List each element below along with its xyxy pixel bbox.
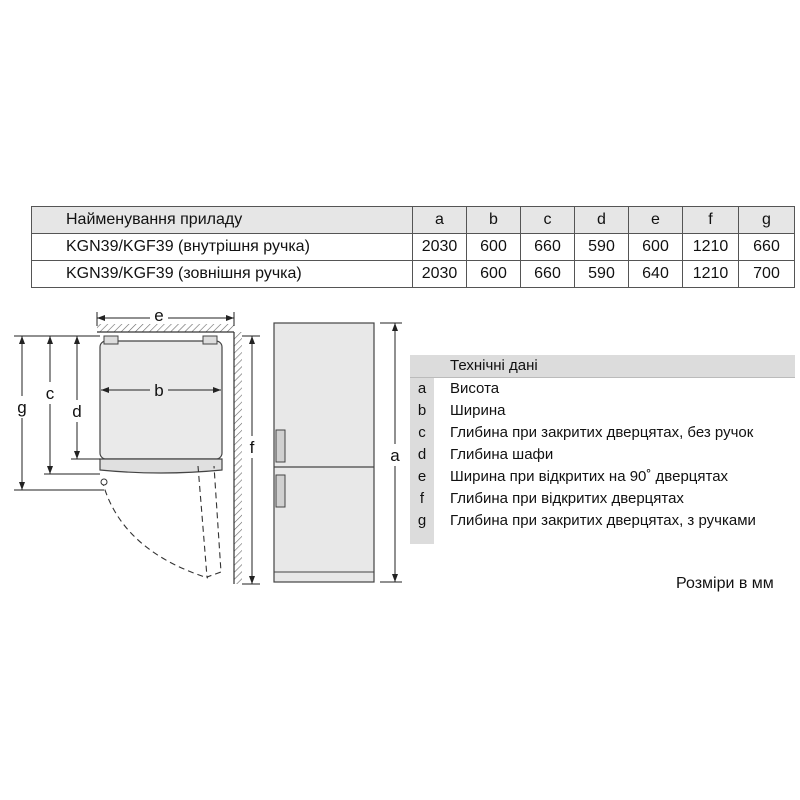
legend-key: a	[410, 378, 434, 400]
table-cell: 1210	[683, 261, 739, 288]
header-col-d: d	[575, 207, 629, 234]
legend-desc: Глибина при відкритих дверцятах	[450, 490, 684, 507]
hinge-left	[104, 336, 118, 344]
dim-a-label: a	[390, 446, 400, 465]
header-col-b: b	[467, 207, 521, 234]
dim-d-label: d	[72, 402, 82, 421]
legend-desc: Ширина	[450, 402, 506, 419]
table-cell: 640	[629, 261, 683, 288]
table-cell: 2030	[413, 261, 467, 288]
door-swing-arc	[102, 480, 208, 578]
dim-c-label: c	[45, 384, 55, 403]
table-cell: 600	[467, 261, 521, 288]
legend-key: e	[410, 466, 434, 488]
hinge-right	[203, 336, 217, 344]
legend-key: f	[410, 488, 434, 510]
legend-desc: Висота	[450, 380, 500, 397]
legend-desc: Ширина при відкритих на 90˚ дверцятах	[450, 468, 729, 485]
table-cell: 660	[521, 234, 575, 261]
row-device-name: KGN39/KGF39 (зовнішня ручка)	[32, 261, 413, 288]
table-cell: 1210	[683, 234, 739, 261]
dim-g-label: g	[17, 398, 27, 417]
table-cell: 590	[575, 234, 629, 261]
legend-item-d	[410, 444, 795, 466]
legend-desc: Глибина при закритих дверцятах, з ручками	[450, 512, 756, 529]
table-cell: 660	[521, 261, 575, 288]
wall-top-hatch	[97, 324, 234, 332]
fridge-door-top-view	[100, 459, 222, 473]
legend-bottom-strip	[410, 532, 434, 544]
fridge-side-view	[274, 323, 374, 582]
table-cell: 590	[575, 261, 629, 288]
legend-desc: Глибина при закритих дверцятах, без ручок	[450, 424, 754, 441]
legend-item-b	[410, 400, 795, 422]
header-col-f: f	[683, 207, 739, 234]
legend-item-g	[410, 510, 795, 532]
open-door-outline	[198, 466, 221, 577]
upper-door-handle	[276, 430, 285, 462]
header-col-a: a	[413, 207, 467, 234]
table-cell: 600	[467, 234, 521, 261]
technical-data-legend	[410, 355, 795, 544]
header-device-name: Найменування приладу	[32, 207, 413, 234]
table-cell: 2030	[413, 234, 467, 261]
row-device-name: KGN39/KGF39 (внутрішня ручка)	[32, 234, 413, 261]
header-col-e: e	[629, 207, 683, 234]
units-note: Розміри в мм	[676, 575, 774, 592]
legend-item-e	[410, 466, 795, 488]
legend-key: g	[410, 510, 434, 532]
table-cell: 700	[739, 261, 795, 288]
table-cell: 600	[629, 234, 683, 261]
header-col-c: c	[521, 207, 575, 234]
dim-b-label: b	[154, 381, 164, 400]
header-col-g: g	[739, 207, 795, 234]
legend-key: d	[410, 444, 434, 466]
wall-right-hatch	[234, 332, 242, 584]
dim-e-label: e	[154, 306, 164, 325]
door-pivot	[101, 479, 107, 485]
legend-item-c	[410, 422, 795, 444]
legend-key: c	[410, 422, 434, 444]
legend-item-f	[410, 488, 795, 510]
legend-key: b	[410, 400, 434, 422]
legend-desc: Глибина шафи	[450, 446, 554, 463]
dim-f-label: f	[249, 438, 255, 457]
legend-title: Технічні дані	[410, 355, 795, 378]
legend-item-a	[410, 378, 795, 400]
table-cell: 660	[739, 234, 795, 261]
lower-door-handle	[276, 475, 285, 507]
